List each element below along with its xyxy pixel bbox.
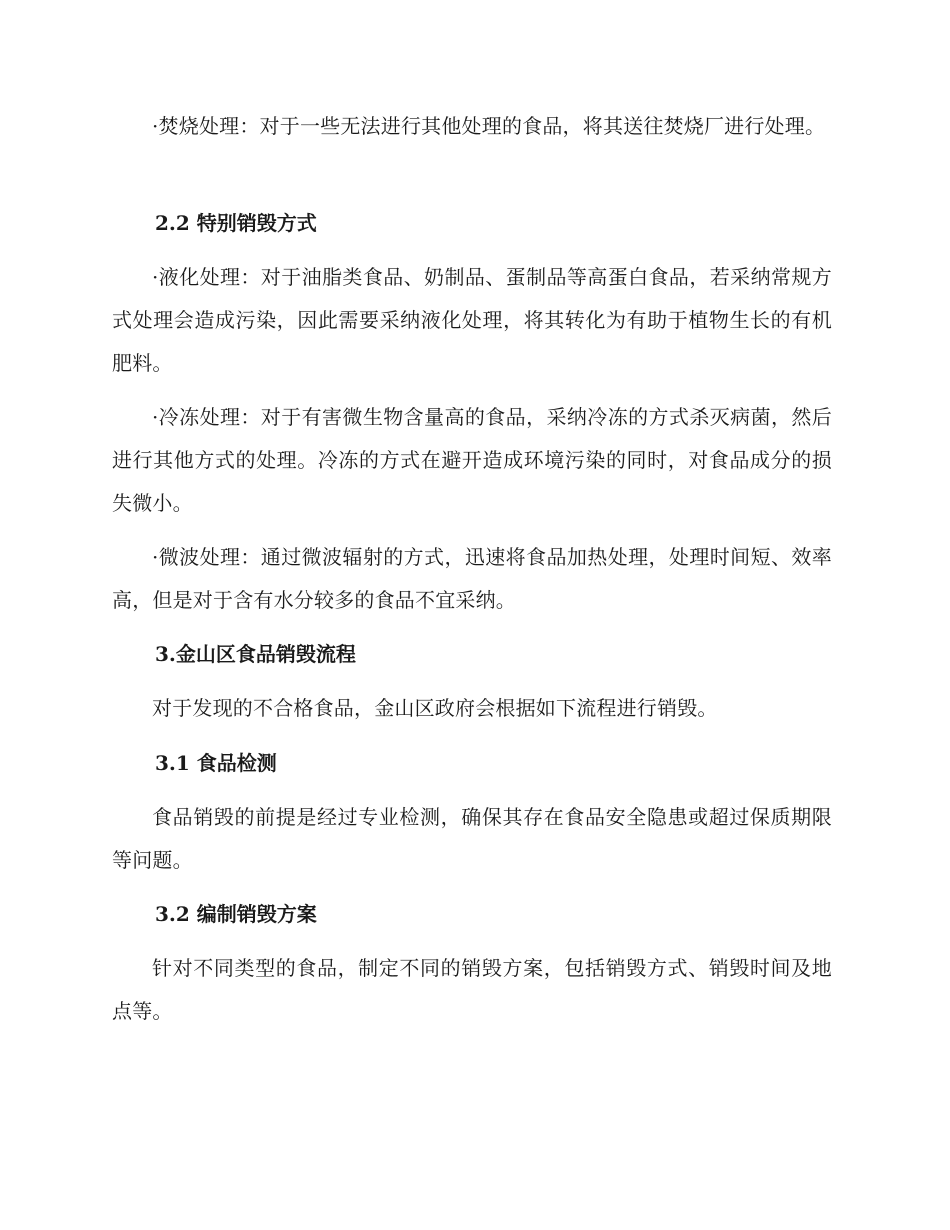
paragraph-liquefaction: ·液化处理：对于油脂类食品、奶制品、蛋制品等高蛋白食品，若采纳常规方式处理会造成污染，因此需要采纳液化处理，将其转化为有助于植物生长的有机肥料。 [112,265,832,375]
paragraph-microwave: ·微波处理：通过微波辐射的方式，迅速将食品加热处理，处理时间短、效率高，但是对于含有水分较多的食品不宜采纳。 [112,545,832,612]
paragraph-inspection: 食品销毁的前提是经过专业检测，确保其存在食品安全隐患或超过保质期限等问题。 [112,805,832,872]
paragraph-incineration: ·焚烧处理：对于一些无法进行其他处理的食品，将其送往焚烧厂进行处理。 [152,114,826,138]
paragraph-plan: 针对不同类型的食品，制定不同的销毁方案，包括销毁方式、销毁时间及地点等。 [112,956,832,1023]
heading-3-1-inspection: 3.1 食品检测 [155,751,277,775]
heading-3-process: 3.金山区食品销毁流程 [155,642,356,666]
paragraph-process-intro: 对于发现的不合格食品，金山区政府会根据如下流程进行销毁。 [152,696,718,720]
paragraph-freezing: ·冷冻处理：对于有害微生物含量高的食品，采纳冷冻的方式杀灭病菌，然后进行其他方式的处理。冷冻的方式在避开造成环境污染的同时，对食品成分的损失微小。 [112,405,832,515]
heading-3-2-plan: 3.2 编制销毁方案 [155,902,317,926]
heading-2-2-special-destruction: 2.2 特别销毁方式 [155,211,317,235]
